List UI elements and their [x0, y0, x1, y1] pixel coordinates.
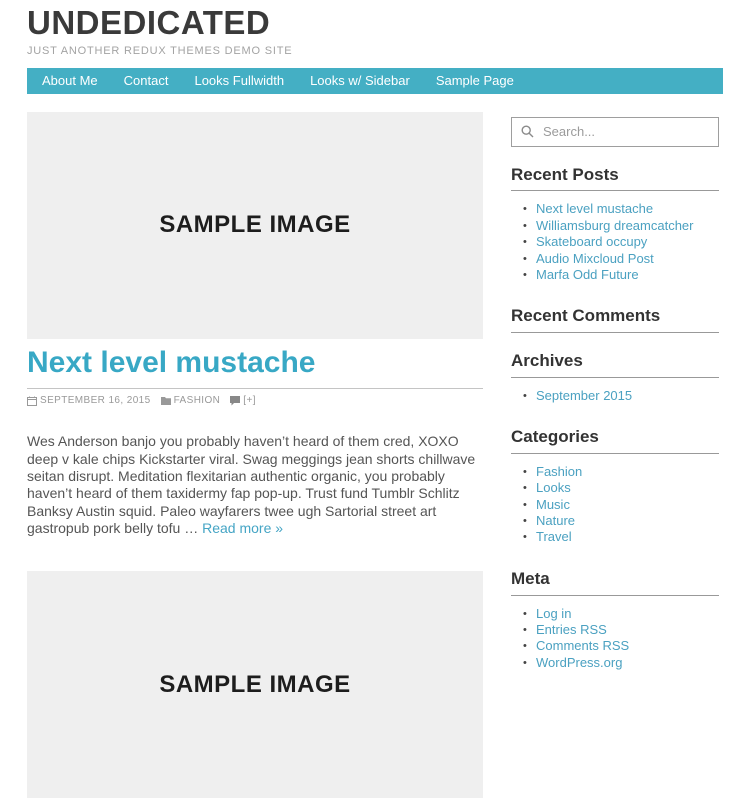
content-area — [27, 112, 723, 798]
post-title-link[interactable]: Next level mustache — [27, 345, 316, 379]
comments-icon — [230, 396, 240, 406]
site-header — [27, 0, 723, 57]
post-excerpt-text: Wes Anderson banjo you probably haven’t heard of them cred, XOXO deep v kale chips Kickstarter viral. Swag meggings jean shorts chillwave seitan disrupt. Meditation flexitarian authentic organic, you probably haven’t heard of them taxidermy fap pop-up. Trust fund Tumblr Schlitz Banksy Austin squid. Paleo wayfarers twee ugh Sartorial street art gastropub pork belly tofu … — [27, 433, 476, 536]
site-title[interactable]: UNDEDICATED — [27, 4, 271, 41]
post-excerpt — [27, 433, 483, 537]
nav-item-contact[interactable]: Contact — [123, 72, 169, 88]
search-input[interactable] — [511, 117, 719, 147]
category-link-nature[interactable]: Nature — [536, 513, 576, 529]
recent-post-item — [523, 251, 719, 267]
recent-posts-title: Recent Posts — [511, 166, 719, 192]
category-item — [523, 497, 719, 513]
meta-item — [523, 655, 719, 671]
meta-item — [523, 638, 719, 654]
search-widget — [511, 117, 719, 147]
nav-item-looks-w-sidebar[interactable]: Looks w/ Sidebar — [310, 72, 410, 88]
meta-link-comments-rss[interactable]: Comments RSS — [536, 638, 630, 654]
category-link-looks[interactable]: Looks — [536, 480, 571, 496]
folder-icon — [161, 396, 171, 405]
post-next-level-mustache — [27, 112, 483, 538]
recent-post-link-3[interactable]: Skateboard occupy — [536, 234, 648, 250]
nav-item-sample-page[interactable]: Sample Page — [435, 72, 514, 88]
meta-link-wordpress-org[interactable]: WordPress.org — [536, 654, 623, 670]
meta-link-log-in[interactable]: Log in — [536, 605, 572, 621]
meta-link-entries-rss[interactable]: Entries RSS — [536, 621, 607, 637]
recent-posts-widget — [511, 166, 719, 284]
post-category-group — [161, 395, 221, 406]
recent-post-item — [523, 201, 719, 217]
post-comments-group — [230, 395, 256, 406]
categories-list — [511, 464, 719, 546]
post-featured-image[interactable] — [27, 112, 483, 339]
category-item — [523, 529, 719, 545]
nav-item-looks-fullwidth[interactable]: Looks Fullwidth — [194, 72, 285, 88]
sample-image-label-2: SAMPLE IMAGE — [159, 670, 351, 698]
category-link-music[interactable]: Music — [536, 496, 570, 512]
recent-post-item — [523, 218, 719, 234]
meta-widget — [511, 570, 719, 671]
category-item — [523, 464, 719, 480]
categories-title: Categories — [511, 428, 719, 454]
meta-title: Meta — [511, 570, 719, 596]
category-item — [523, 513, 719, 529]
recent-post-link-2[interactable]: Williamsburg dreamcatcher — [536, 217, 694, 233]
sidebar — [511, 112, 719, 798]
category-link-fashion[interactable]: Fashion — [536, 463, 583, 479]
archive-item — [523, 388, 719, 404]
recent-comments-widget — [511, 307, 719, 333]
category-item — [523, 480, 719, 496]
archives-list — [511, 388, 719, 404]
archives-title: Archives — [511, 352, 719, 378]
read-more-link[interactable]: Read more » — [202, 519, 284, 536]
meta-list — [511, 606, 719, 672]
recent-post-item — [523, 267, 719, 283]
meta-item — [523, 606, 719, 622]
recent-post-link-5[interactable]: Marfa Odd Future — [536, 266, 639, 282]
post-category-link[interactable]: FASHION — [173, 395, 221, 407]
recent-comments-title: Recent Comments — [511, 307, 719, 333]
calendar-icon — [27, 396, 37, 406]
meta-item — [523, 622, 719, 638]
categories-widget — [511, 428, 719, 546]
recent-post-item — [523, 234, 719, 250]
archives-widget — [511, 352, 719, 404]
site-tagline: JUST ANOTHER REDUX THEMES DEMO SITE — [27, 44, 293, 57]
post-date: SEPTEMBER 16, 2015 — [40, 395, 151, 407]
recent-post-link-4[interactable]: Audio Mixcloud Post — [536, 250, 654, 266]
post-title-divider — [27, 388, 483, 389]
nav-item-about-me[interactable]: About Me — [42, 72, 98, 88]
main-nav — [27, 68, 723, 94]
post-second — [27, 571, 483, 798]
post-comments-link[interactable]: [+] — [243, 395, 256, 407]
post-meta — [27, 395, 483, 406]
main-column — [27, 112, 483, 798]
post-date-group — [27, 395, 151, 406]
recent-post-link-1[interactable]: Next level mustache — [536, 201, 654, 217]
archive-link-september-2015[interactable]: September 2015 — [536, 387, 633, 403]
post-featured-image-2[interactable] — [27, 571, 483, 798]
recent-posts-list — [511, 201, 719, 283]
category-link-travel[interactable]: Travel — [536, 529, 572, 545]
sample-image-label: SAMPLE IMAGE — [159, 211, 351, 239]
